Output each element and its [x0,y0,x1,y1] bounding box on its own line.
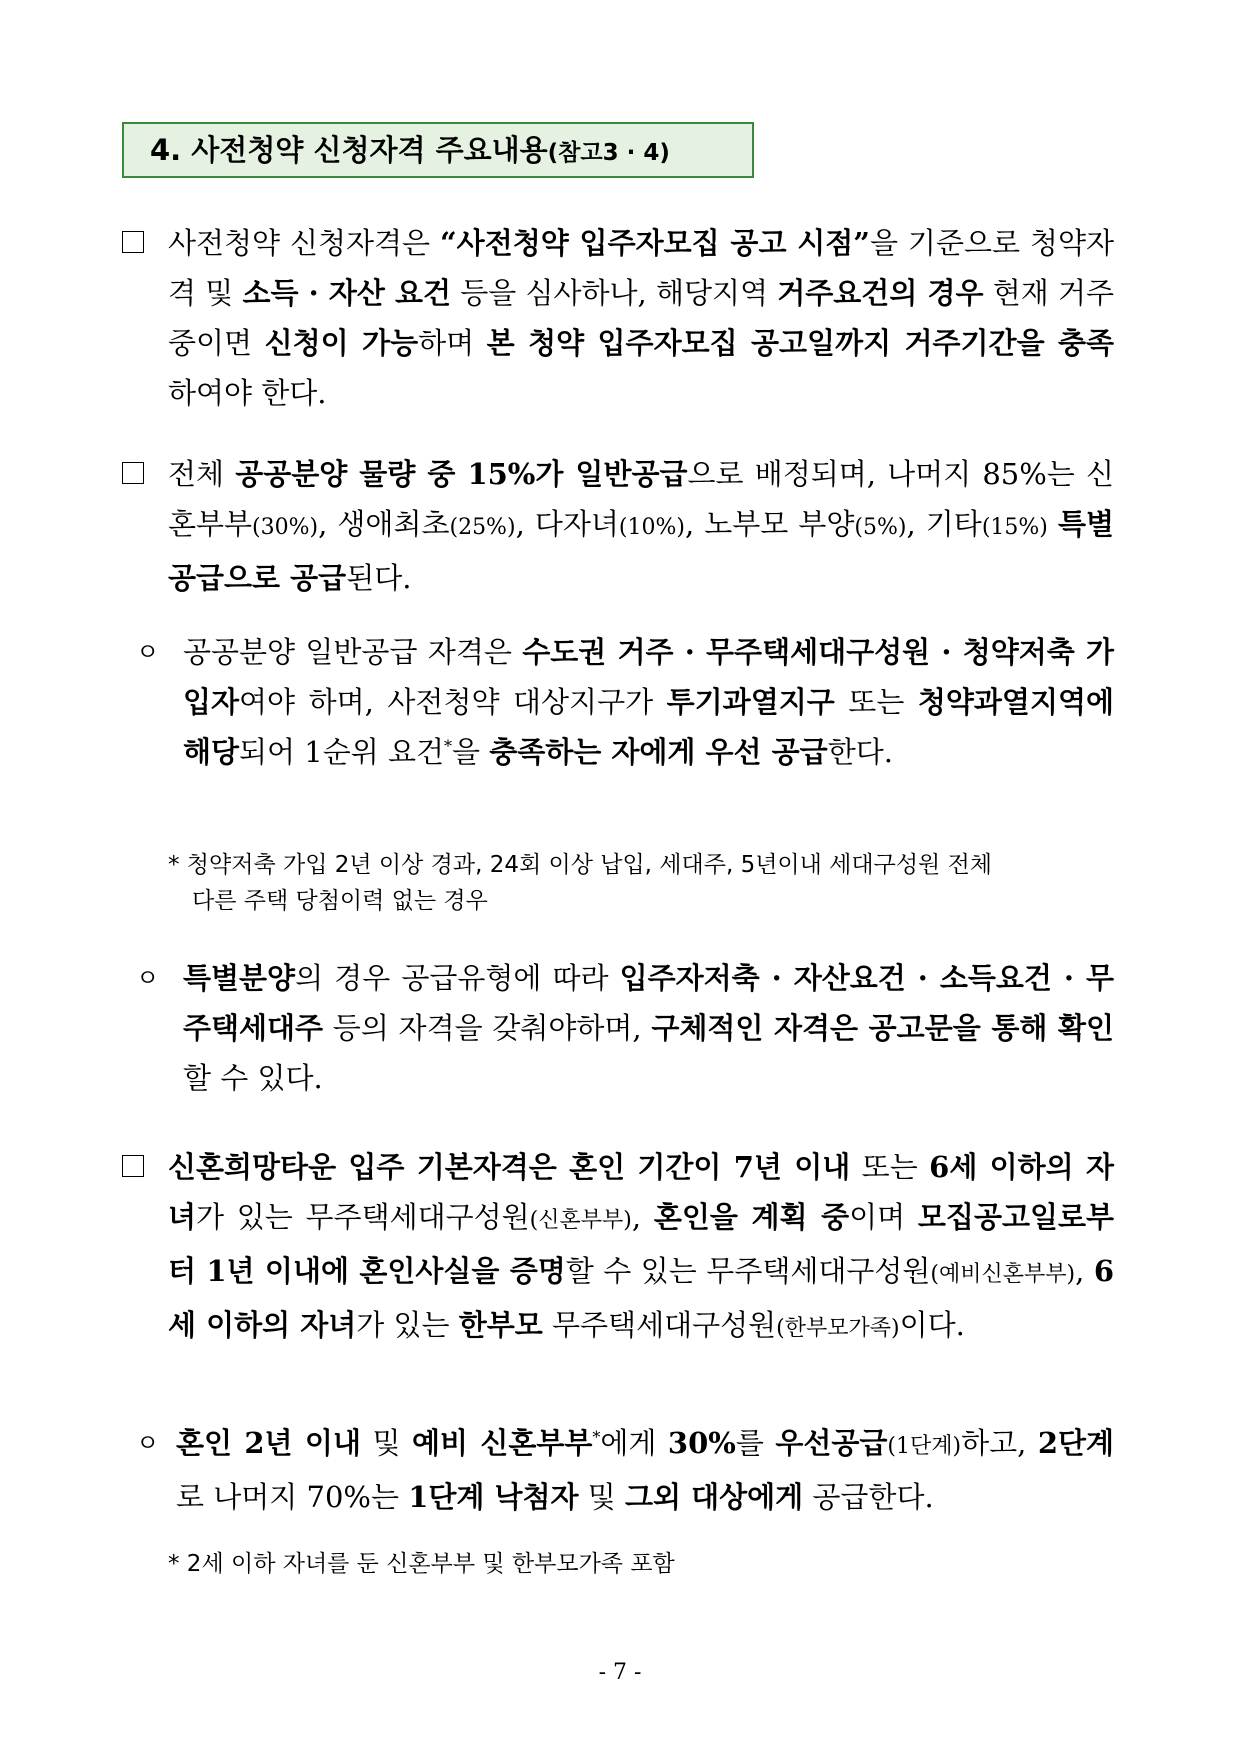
text-run-bold: 공공분양 물량 중 15%가 일반공급 [235,457,688,491]
text-run-bold: 수도권 거주 · 무주택세대구성원 · 청약저축 가입자 [183,635,1114,719]
text-run-bold: 1단계 낙첨자 [408,1480,579,1514]
text-run: 공공분양 일반공급 자격은 [183,635,523,669]
text-run: 등을 심사하나, 해당지역 [450,276,778,310]
checkbox-square-icon [122,1155,144,1177]
paragraph-eligibility-basis [168,218,1114,418]
text-run: 에게 [600,1426,668,1460]
text-run-bold: 우선공급 [775,1426,888,1460]
text-run-small: (한부모가족) [776,1316,900,1341]
text-run-bold: 구체적인 자격은 공고문을 통해 확인 [651,1011,1114,1045]
text-run: 이며 [849,1200,918,1234]
text-run: 등의 자격을 갖춰야하며, [323,1011,652,1045]
checkbox-square-icon [122,462,144,484]
paragraph-general-supply [136,627,1114,777]
text-run: 된다. [346,561,412,595]
section-title: 4. 사전청약 신청자격 주요내용 [150,133,548,167]
footnote-first-rank [168,847,1114,919]
circle-bullet-icon: ㅇ [136,1429,160,1457]
footnote-line: * 청약저축 가입 2년 이상 경과, 24회 이상 납입, 세대주, 5년이내 세대구성원 전체 [168,852,993,878]
text-run: 이다. [899,1308,965,1342]
text-run-bold: 예비 신혼부부 [411,1426,593,1460]
text-run: 가 있는 무주택세대구성원 [196,1200,530,1234]
text-run: 여야 하며, 사전청약 대상지구가 [239,685,667,719]
circle-bullet-icon: ㅇ [136,638,160,666]
text-run: 할 수 있다. [183,1061,323,1095]
text-run-bold: 그외 대상에게 [625,1480,804,1514]
checkbox-square-icon [122,231,144,253]
text-run-bold: 신청이 가능 [264,326,419,360]
text-run: 하며 [418,326,487,360]
text-run-bold: 6세 이하의 자녀 [168,1254,1114,1342]
paragraph-priority-supply [136,1418,1115,1522]
text-run-bold: 충족하는 자에게 우선 공급 [489,735,828,769]
text-run-bold: 소득 · 자산 요건 [242,276,451,310]
text-run [1048,507,1058,541]
text-run: , [1075,1254,1094,1288]
text-run-bold: “사전청약 입주자모집 공고 시점” [440,226,870,260]
text-run: 하고, [961,1426,1038,1460]
paragraph-supply-allocation [168,449,1114,603]
text-run-small: (30%) [252,515,319,540]
text-run: , 다자녀 [515,507,619,541]
text-run: 을 [452,735,490,769]
text-run-bold: 본 청약 입주자모집 공고일까지 거주기간을 충족 [486,326,1115,360]
text-run: 및 [578,1480,625,1514]
text-run: 무주택세대구성원 [542,1308,777,1342]
text-run-small: (15%) [981,515,1048,540]
text-run-bold: 30% [667,1426,736,1460]
text-run-bold: 거주요건의 경우 [777,276,984,310]
text-run-bold: 청약과열지역에 해당 [183,685,1114,769]
text-run: 전체 [168,457,236,491]
text-run-bold: 2단계 [1037,1426,1115,1460]
footnote-line: * 2세 이하 자녀를 둔 신혼부부 및 한부모가족 포함 [168,1551,675,1577]
circle-bullet-icon: ㅇ [136,964,160,992]
section-title-box [122,122,754,178]
text-run-small: (25%) [449,515,516,540]
text-run: 또는 [850,1150,930,1184]
text-run-bold: 특별공급으로 공급 [168,507,1115,595]
text-run-bold: 혼인을 계획 중 [653,1200,850,1234]
text-run-bold: 6세 이하의 자녀 [168,1150,1114,1234]
text-run: 사전청약 신청자격은 [168,226,440,260]
text-run-small: (예비신혼부부) [930,1262,1076,1287]
text-run-small: (1단계) [887,1434,962,1459]
text-run-bold: 한부모 [458,1308,543,1342]
text-run-bold: 특별분양 [183,961,296,995]
text-run: 되어 1순위 요건 [239,735,445,769]
footnote-prospective-newlywed [168,1546,1114,1582]
text-run: , 기타 [906,507,982,541]
paragraph-newlywed-town [168,1142,1114,1354]
text-run: 공급한다. [803,1480,934,1514]
footnote-marker: * [592,1427,601,1447]
text-run-bold: 투기과열지구 [666,685,835,719]
paragraph-special-supply [136,953,1115,1103]
text-run-small: (신혼부부) [529,1208,632,1233]
text-run: 을 기준으로 청약자격 및 [168,226,1114,310]
text-run: , [631,1200,654,1234]
text-run: , 생애최초 [318,507,450,541]
text-run: , 노부모 부양 [684,507,855,541]
text-run: 를 [735,1426,776,1460]
text-run: 로 나머지 70%는 [176,1480,409,1514]
text-run: 할 수 있는 무주택세대구성원 [565,1254,931,1288]
section-title-ref: (참고3 · 4) [547,140,670,166]
page-number: - 7 - [598,1660,642,1685]
text-run: 하여야 한다. [168,376,327,410]
text-run: 으로 배정되며, 나머지 85%는 신혼부부 [168,457,1114,541]
text-run-small: (5%) [854,515,907,540]
text-run-bold: 모집공고일로부터 1년 이내에 혼인사실을 증명 [168,1200,1115,1288]
text-run-small: (10%) [618,515,685,540]
text-run: 한다. [827,735,893,769]
text-run: 및 [360,1426,412,1460]
text-run: 의 경우 공급유형에 따라 [295,961,620,995]
text-run: 가 있는 [356,1308,459,1342]
footnote-line: 다른 주택 당첨이력 없는 경우 [192,888,488,914]
text-run: 현재 거주 중이면 [168,276,1114,360]
text-run-bold: 신혼희망타운 입주 기본자격은 혼인 기간이 7년 이내 [168,1150,851,1184]
footnote-marker: * [444,736,453,756]
text-run: 또는 [834,685,918,719]
text-run-bold: 혼인 2년 이내 [176,1426,361,1460]
text-run-bold: 입주자저축 · 자산요건 · 소득요건 · 무주택세대주 [183,961,1115,1045]
